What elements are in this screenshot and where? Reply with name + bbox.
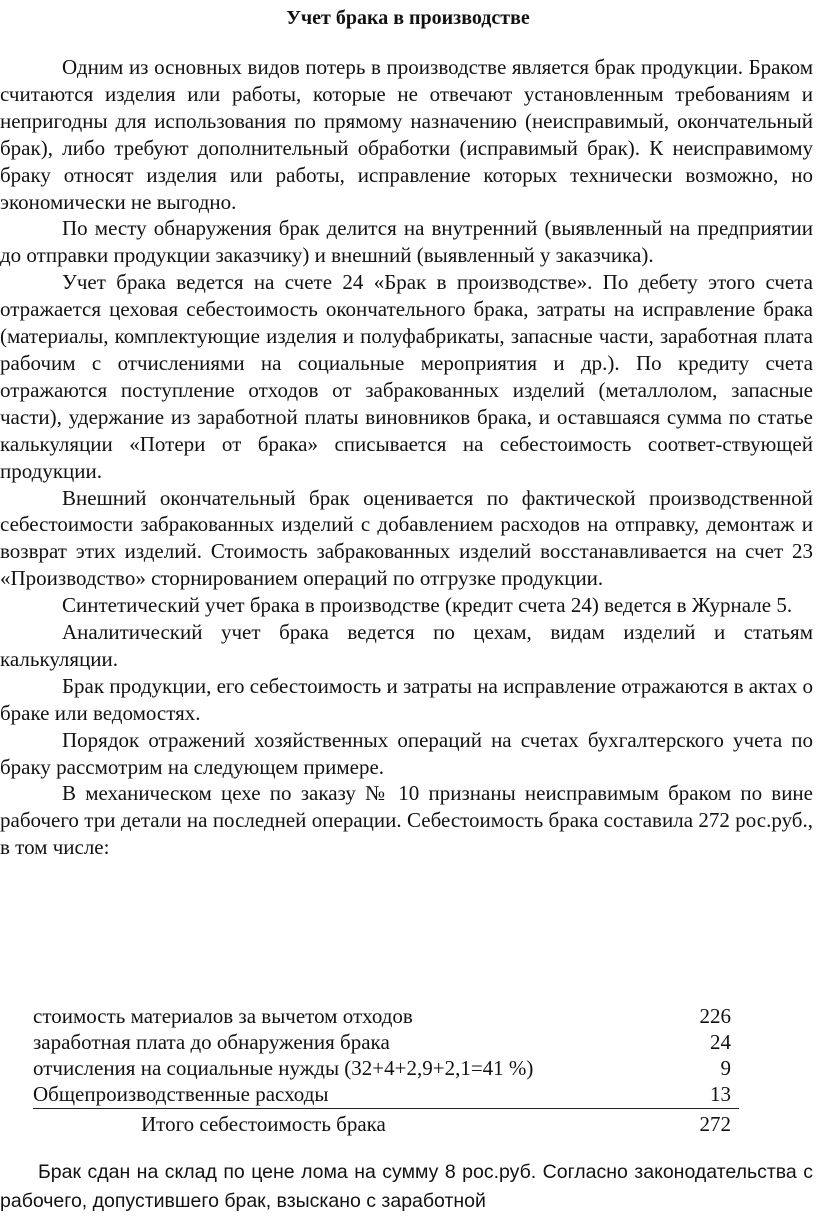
- paragraph: Одним из основных видов потерь в производстве является брак продукции. Браком считаются изделия или работы, которые не отвечают установленным требованиям и непригодны для использования по прямому назначению (неисправимый, окончательный брак), либо требуют дополнительный обработки (исправимый брак). К неисправимому браку относят изделия или работы, исправление которых технически возможно, но экономически не выгодно.: [0, 55, 813, 214]
- cost-item-label: Общепроизводственные расходы: [33, 1081, 687, 1109]
- paragraph: Порядок отражений хозяйственных операций на счетах бухгалтерского учета по браку рассмотрим на следующем примере.: [0, 727, 813, 779]
- total-amount: 272: [699, 1112, 731, 1136]
- cost-item-amount: 24: [710, 1030, 731, 1054]
- paragraph: Внешний окончательный брак оценивается по фактической производственной себестоимости забракованных изделий с добавлением расходов на отправку, демонтаж и возврат этих изделий. Стоимость забракованных изделий восстанавливается на счет 23 «Производство» сторнированием операций по отгрузке продукции.: [0, 485, 813, 591]
- continuation-text: [0, 1158, 813, 1216]
- table-row: [33, 1081, 739, 1109]
- table-row: [33, 1055, 739, 1081]
- document-title: Учет брака в производстве: [286, 7, 530, 29]
- paragraph: Брак сдан на склад по цене лома на сумму 8 рос.руб. Согласно законодательства с рабочего, допустившего брак, взыскано с заработной: [0, 1161, 813, 1212]
- cost-item-label: заработная плата до обнаружения брака: [33, 1030, 390, 1054]
- table-row: [33, 1003, 739, 1029]
- paragraph: Аналитический учет брака ведется по цехам, видам изделий и статьям калькуляции.: [0, 620, 813, 671]
- cost-item-amount: 226: [699, 1004, 731, 1028]
- paragraph: Брак продукции, его себестоимость и затраты на исправление отражаются в актах о браке или ведомостях.: [0, 673, 813, 725]
- cost-item-label: стоимость материалов за вычетом отходов: [33, 1004, 413, 1028]
- cost-breakdown-table: [33, 1003, 739, 1137]
- paragraph: В механическом цехе по заказу № 10 признаны неисправимым браком по вине рабочего три детали на последней операции. Себестоимость брака составила 272 рос.руб., в том числе:: [0, 781, 813, 860]
- cost-item-amount: 13: [687, 1081, 739, 1109]
- paragraph: Синтетический учет брака в производстве (кредит счета 24) ведется в Журнале 5.: [62, 593, 793, 618]
- table-row: [33, 1029, 739, 1055]
- paragraph: Учет брака ведется на счете 24 «Брак в производстве». По дебету этого счета отражается цеховая себестоимость окончательного брака, затраты на исправление брака (материалы, комплектующие изделия и полуфабрикаты, запасные части, заработная плата рабочим с отчислениями на социальные мероприятия и др.). По кредиту счета отражаются поступление отходов от забракованных изделий (металлолом, запасные части), удержание из заработной платы виновников брака, и оставшаяся сумма по статье калькуляции «Потери от брака» списывается на себестоимость соответ-ствующей продукции.: [0, 270, 813, 483]
- total-label: Итого себестоимость брака: [141, 1112, 386, 1136]
- cost-item-amount: 9: [720, 1056, 731, 1080]
- total-row: [33, 1109, 739, 1138]
- cost-item-label: отчисления на социальные нужды (32+4+2,9+2,1=41 %): [33, 1056, 534, 1080]
- document-body: [0, 54, 813, 861]
- paragraph: По месту обнаружения брак делится на внутренний (выявленный на предприятии до отправки продукции заказчику) и внешний (выявленный у заказчика).: [0, 216, 813, 268]
